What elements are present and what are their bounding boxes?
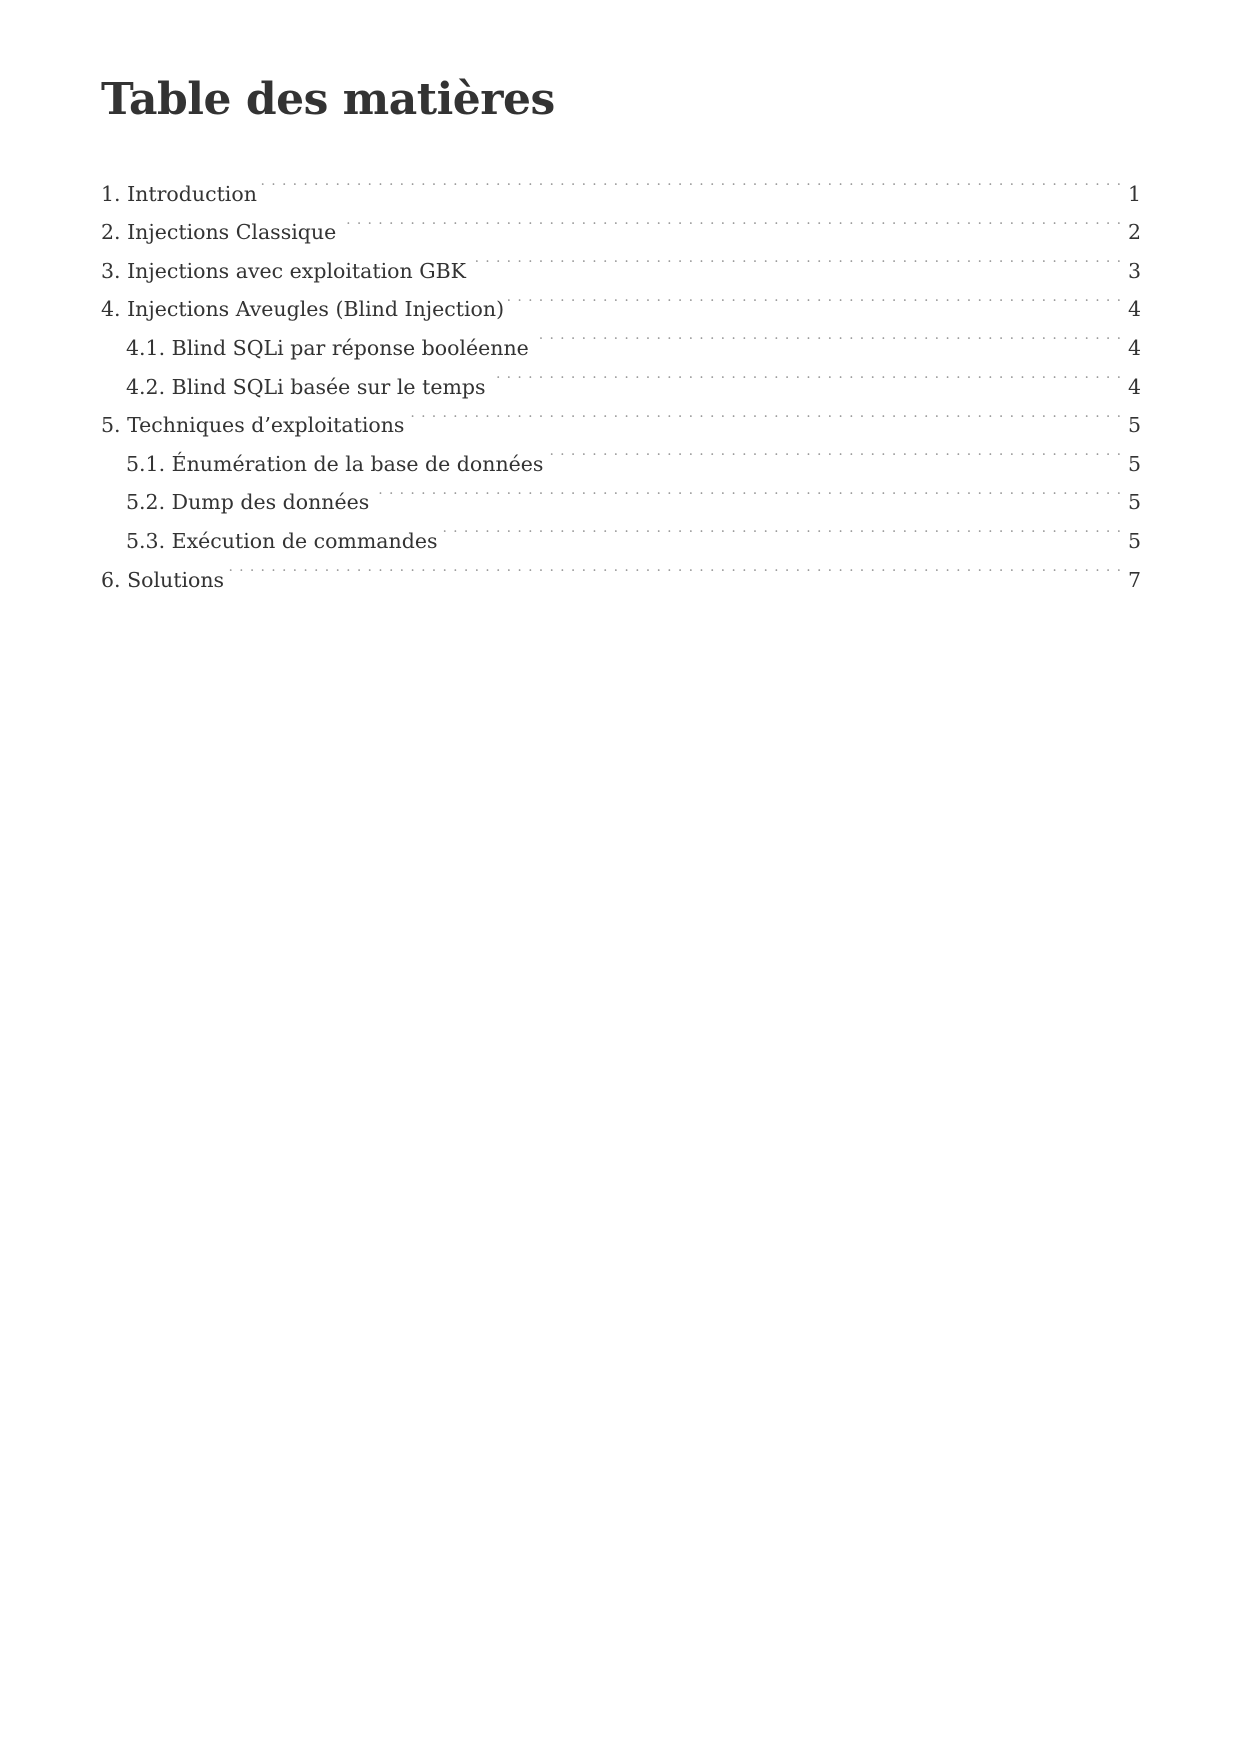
- toc-entry-label[interactable]: 5.3. Exécution de commandes: [126, 522, 442, 561]
- dot-leader: [470, 239, 1122, 278]
- toc-page-number[interactable]: 5: [1127, 413, 1141, 438]
- toc-page-number[interactable]: 2: [1127, 220, 1141, 245]
- toc-page-number[interactable]: 5: [1127, 490, 1141, 515]
- toc-title: Table des matières: [101, 74, 555, 125]
- toc-entry-label[interactable]: 4.2. Blind SQLi basée sur le temps: [126, 368, 490, 407]
- toc-entry-label[interactable]: 5.2. Dump des données: [126, 483, 373, 522]
- toc-entry-label[interactable]: 5.1. Énumération de la base de données: [126, 445, 547, 484]
- toc-page-number[interactable]: 1: [1127, 181, 1141, 206]
- dot-leader: [533, 316, 1122, 355]
- toc-page-number[interactable]: 5: [1127, 528, 1141, 553]
- dot-leader: [340, 201, 1122, 240]
- dot-leader: [547, 432, 1121, 471]
- dot-leader: [490, 355, 1122, 394]
- dot-leader: [228, 548, 1122, 587]
- toc-entry-label[interactable]: 2. Injections Classique: [101, 213, 340, 252]
- toc-page-number[interactable]: 4: [1127, 297, 1141, 322]
- toc-entry-label[interactable]: 5. Techniques d’exploitations: [101, 406, 408, 445]
- toc-page-number[interactable]: 7: [1127, 567, 1141, 592]
- toc-entry-introduction[interactable]: [101, 162, 1141, 206]
- dot-leader: [261, 162, 1122, 201]
- dot-leader: [408, 394, 1121, 433]
- toc-page-number[interactable]: 4: [1127, 374, 1141, 399]
- dot-leader: [442, 509, 1122, 548]
- toc-page-number[interactable]: 3: [1127, 258, 1141, 283]
- toc-entry-label[interactable]: 4. Injections Aveugles (Blind Injection): [101, 290, 508, 329]
- dot-leader: [508, 278, 1122, 317]
- toc-entry-label[interactable]: 1. Introduction: [101, 175, 261, 214]
- toc-page-number[interactable]: 4: [1127, 335, 1141, 360]
- toc-entry-label[interactable]: 3. Injections avec exploitation GBK: [101, 252, 470, 291]
- dot-leader: [373, 471, 1122, 510]
- toc-entry-solutions[interactable]: [101, 548, 1141, 592]
- toc-list: [101, 162, 1141, 592]
- toc-page-number[interactable]: 5: [1127, 451, 1141, 476]
- toc-entry-label[interactable]: 4.1. Blind SQLi par réponse booléenne: [126, 329, 533, 368]
- toc-entry-label[interactable]: 6. Solutions: [101, 561, 228, 600]
